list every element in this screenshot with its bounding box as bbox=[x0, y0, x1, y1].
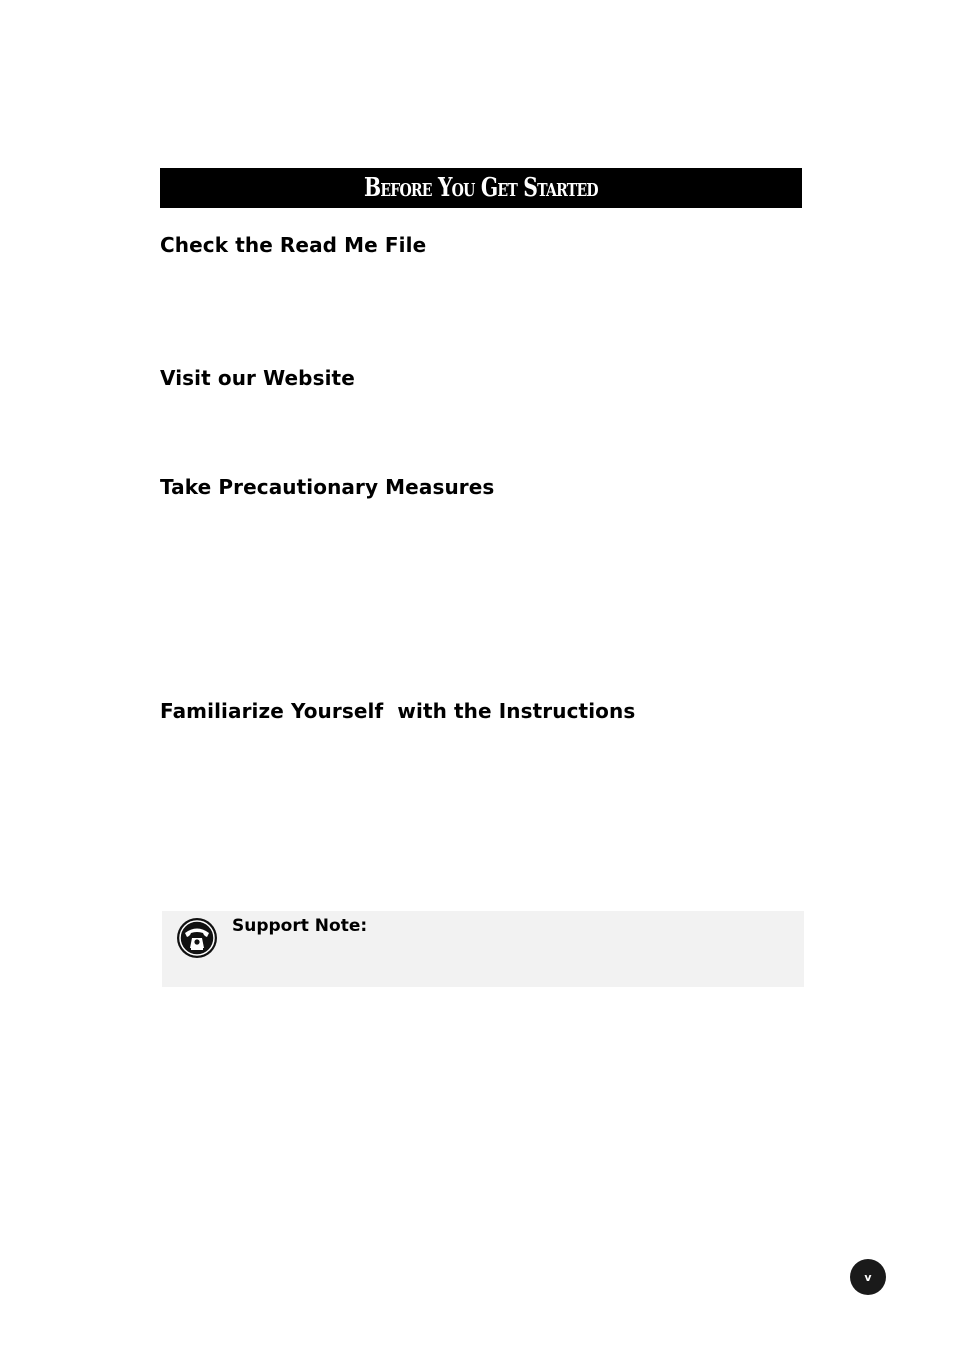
page-number-badge bbox=[850, 1259, 886, 1295]
support-note-box bbox=[162, 911, 804, 987]
page-number: v bbox=[864, 1270, 872, 1284]
section-heading-precautionary: Take Precautionary Measures bbox=[160, 475, 495, 499]
telephone-icon bbox=[176, 917, 218, 959]
section-heading-read-me: Check the Read Me File bbox=[160, 233, 427, 257]
page-title: Before You Get Started bbox=[364, 173, 598, 203]
support-note-label: Support Note: bbox=[232, 916, 368, 936]
section-heading-instructions: Familiarize Yourself with the Instructions bbox=[160, 699, 636, 723]
page-title-bar bbox=[160, 168, 802, 208]
section-heading-website: Visit our Website bbox=[160, 366, 355, 390]
